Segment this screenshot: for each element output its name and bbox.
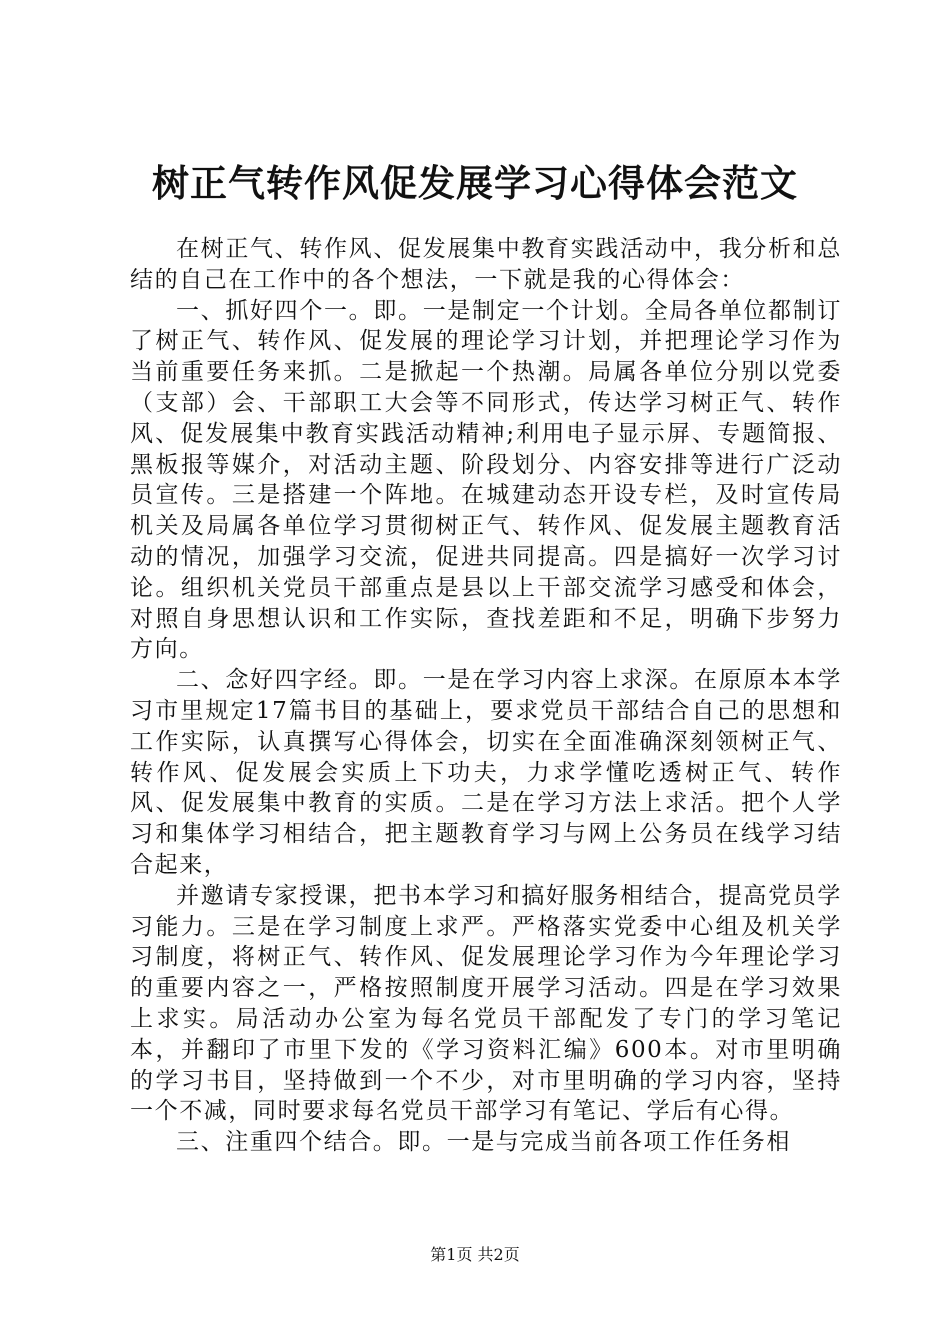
paragraph-section-two-continued: 并邀请专家授课，把书本学习和搞好服务相结合，提高党员学习能力。三是在学习制度上求严。严格落实党委中心组及机关学习制度，将树正气、转作风、促发展理论学习作为今年理论学习的重要内容之一，严格按照制度开展学习活动。四是在学习效果上求实。局活动办公室为每名党员干部配发了专门的学习笔记本，并翻印了市里下发的《学习资料汇编》600本。对市里明确的学习书目，坚持做到一个不少，对市里明确的学习内容，坚持一个不减，同时要求每名党员干部学习有笔记、学后有心得。 [130, 882, 842, 1125]
paragraph-section-three: 三、注重四个结合。即。一是与完成当前各项工作任务相 [176, 1129, 791, 1156]
paragraph-intro: 在树正气、转作风、促发展集中教育实践活动中，我分析和总结的自己在工作中的各个想法，一下就是我的心得体会： [130, 236, 842, 293]
document-body [130, 234, 842, 1158]
paragraph-section-one: 一、抓好四个一。即。一是制定一个计划。全局各单位都制订了树正气、转作风、促发展的理论学习计划，并把理论学习作为当前重要任务来抓。二是掀起一个热潮。局属各单位分别以党委（支部）会、干部职工大会等不同形式，传达学习树正气、转作风、促发展集中教育实践活动精神;利用电子显示屏、专题简报、黑板报等媒介，对活动主题、阶段划分、内容安排等进行广泛动员宣传。三是搭建一个阵地。在城建动态开设专栏，及时宣传局机关及局属各单位学习贯彻树正气、转作风、促发展主题教育活动的情况，加强学习交流，促进共同提高。四是搞好一次学习讨论。组织机关党员干部重点是县以上干部交流学习感受和体会，对照自身思想认识和工作实际，查找差距和不足，明确下步努力方向。 [130, 297, 842, 663]
page-number-footer: 第1页 共2页 [430, 1245, 520, 1264]
paragraph-section-two: 二、念好四字经。即。一是在学习内容上求深。在原原本本学习市里规定17篇书目的基础上，要求党员干部结合自己的思想和工作实际，认真撰写心得体会，切实在全面准确深刻领树正气、转作风、促发展会实质上下功夫，力求学懂吃透树正气、转作风、促发展集中教育的实质。二是在学习方法上求活。把个人学习和集体学习相结合，把主题教育学习与网上公务员在线学习结合起来， [130, 667, 842, 878]
document-title: 树正气转作风促发展学习心得体会范文 [152, 161, 798, 205]
